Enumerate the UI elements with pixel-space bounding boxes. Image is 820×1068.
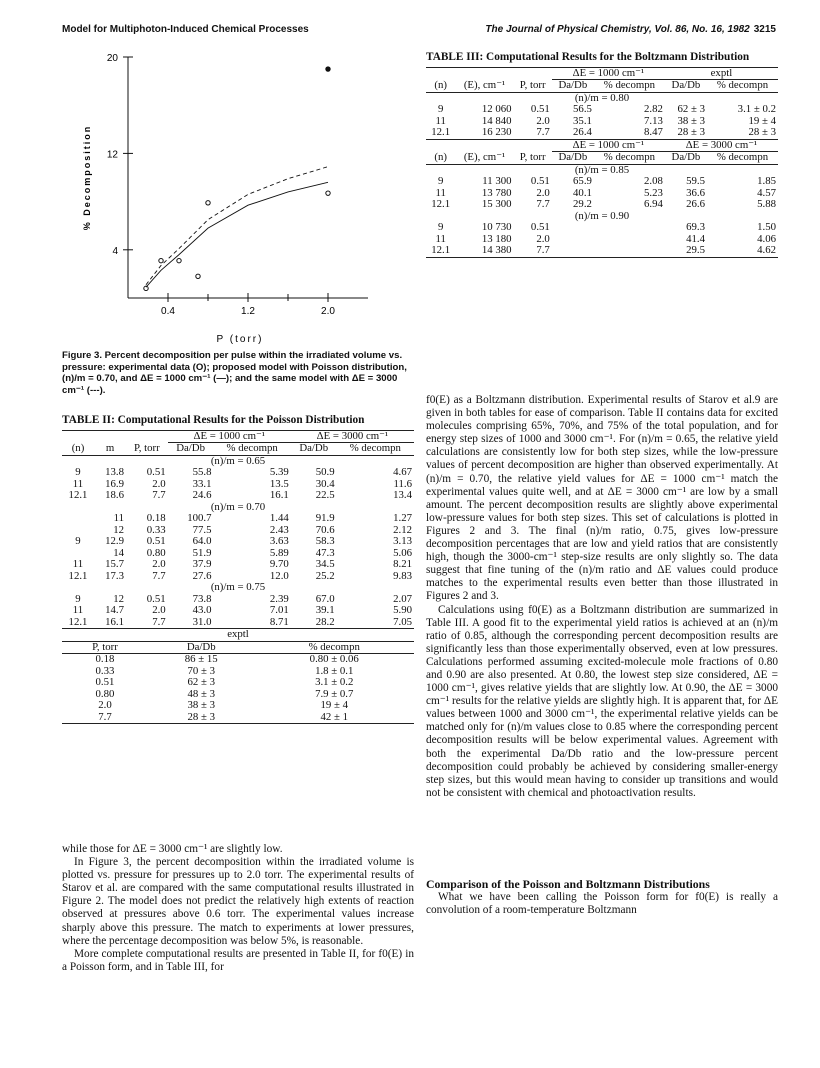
table-row bbox=[426, 188, 778, 200]
t3-col-header: P, torr bbox=[519, 78, 546, 91]
t3-head2-de1000: ΔE = 1000 cm⁻¹ bbox=[552, 139, 665, 152]
table-cell: 0.51 bbox=[530, 221, 550, 233]
table-cell: 12.1 bbox=[68, 569, 88, 582]
t3-head2-de3000: ΔE = 3000 cm⁻¹ bbox=[665, 139, 778, 152]
table-cell: 17.3 bbox=[105, 569, 125, 582]
table-cell: 22.5 bbox=[315, 489, 335, 501]
table-cell: 11 bbox=[72, 558, 84, 570]
table-cell: 9 bbox=[438, 103, 444, 115]
table-row bbox=[426, 127, 778, 139]
paragraph: f0(E) as a Boltzmann distribution. Experimental results of Starov et al.9 are given in both tables for ease of comparison. Table II contains data for excited molecules comprising 65%, 70%, and 75% of the total population, and for energy step sizes of 1000 and 3000 cm⁻¹. For (n)/m = 0.65, the relative yield calculations are consistently low for both step sizes, while the low-pressure values of percent decomposition are higher than observed experimentally. At (n)/m = 0.70, the relative yield values for ΔE = 1000 cm⁻¹ match the experimental values quite well, and at ΔE = 3000 cm⁻¹ are low by a small amount. The percent decomposition results are slightly above experimental low-pressure values for both step sizes. This set of calculations is plotted in Figures 2 and 3. The final (n)/m ratio, 0.75, gives low-pressure decomposition percentages that are low and yield ratios that are consistently high, though the 3000-cm⁻¹ step-size results are only slightly so. The data suggest that fine tuning of the (n)/m ratio and ΔE values could produce matches to the experimental results even better than those illustrated in Figures 2 and 3. bbox=[426, 394, 778, 603]
table-cell: 19 ± 4 bbox=[320, 699, 348, 711]
t3-col-header: Da/Db bbox=[671, 151, 701, 163]
table-cell: 12.1 bbox=[431, 244, 451, 256]
table-row bbox=[426, 222, 778, 234]
table-cell: 2.82 bbox=[643, 103, 663, 115]
paragraph: while those for ΔE = 3000 cm⁻¹ are slightly low. bbox=[62, 843, 283, 855]
table-cell: 10 730 bbox=[481, 221, 512, 233]
t2-col-header: Da/Db bbox=[176, 442, 205, 454]
table-cell: 5.23 bbox=[643, 186, 663, 199]
t3-col-header: % decompn bbox=[603, 151, 656, 163]
table-cell bbox=[552, 245, 594, 257]
table-cell: 1.27 bbox=[393, 512, 412, 524]
table-row bbox=[62, 536, 414, 548]
table-cell: 28 ± 3 bbox=[187, 710, 215, 723]
t3-group-label: (n)/m = 0.80 bbox=[574, 91, 630, 104]
table-cell: 24.6 bbox=[192, 489, 212, 501]
t2-col-header: Da/Db bbox=[299, 442, 329, 454]
table-cell: 27.6 bbox=[192, 569, 212, 582]
t3-col-header: Da/Db bbox=[558, 151, 588, 163]
table-cell: 43.0 bbox=[192, 604, 212, 616]
t3-col-header: % decompn bbox=[716, 79, 769, 91]
table-cell: 5.06 bbox=[393, 546, 412, 559]
y-tick-label: 12 bbox=[106, 149, 118, 161]
table-cell: 11 300 bbox=[482, 175, 512, 187]
table-cell: 59.5 bbox=[686, 175, 705, 187]
table-cell: 26.4 bbox=[573, 126, 592, 138]
table-cell: 50.9 bbox=[315, 466, 335, 478]
table-cell: 15.7 bbox=[105, 558, 125, 570]
table-cell: 38 ± 3 bbox=[677, 114, 705, 127]
table-cell: 86 ± 15 bbox=[184, 653, 218, 665]
t3-col-header: (n) bbox=[434, 78, 447, 91]
table-cell: 12 060 bbox=[481, 103, 512, 115]
table-cell: 7.7 bbox=[536, 126, 550, 138]
table-cell bbox=[552, 234, 594, 246]
table-cell: 13 180 bbox=[481, 232, 512, 245]
figure-caption: Figure 3. Percent decomposition per pulse within the irradiated volume vs. pressure: experimental data (O); proposed model with Poisson distribution, (n)/m = 0.70, and ΔE = 1000 cm⁻¹ (—); and the same model with ΔE = 3000 cm⁻¹ (---). bbox=[62, 350, 407, 396]
left-column-text bbox=[62, 843, 414, 974]
table-cell: 2.39 bbox=[269, 592, 289, 605]
table-cell: 7.7 bbox=[536, 198, 550, 210]
table-cell: 7.7 bbox=[98, 710, 112, 723]
paragraph: In Figure 3, the percent decomposition within the irradiated volume is plotted vs. pressure for pressures up to 2.0 torr. The experimental results of Starov et al. are compared with the same computational results illustrated in Figure 2. The model does not predict the relatively high extents of reaction observed at pressures above 0.6 torr. The experimental values increase sharply above this pressure. The match to experiments at lower pressures, where the percentage decomposition was below 5%, is reasonable. bbox=[62, 856, 414, 947]
table-cell: 3.1 ± 0.2 bbox=[315, 676, 354, 688]
table-3-title: TABLE III: Computational Results for the Boltzmann Distribution bbox=[426, 51, 750, 63]
table-cell: 11 bbox=[435, 232, 446, 245]
table-cell: 0.80 bbox=[95, 687, 115, 700]
table-row bbox=[62, 677, 414, 689]
table-cell: 13.5 bbox=[269, 477, 289, 490]
t2-head-de3000: ΔE = 3000 cm⁻¹ bbox=[291, 430, 414, 443]
table-cell: 8.21 bbox=[393, 558, 412, 570]
table-cell: 1.50 bbox=[757, 221, 776, 233]
table-row bbox=[62, 654, 414, 666]
section bbox=[426, 872, 778, 917]
t2-exptl-col-header: % decompn bbox=[308, 640, 360, 653]
t3-head-exptl: exptl bbox=[665, 67, 778, 80]
table-cell: 39.1 bbox=[315, 604, 335, 616]
t3-col-header: (E), cm⁻¹ bbox=[463, 78, 506, 91]
t2-col-header: m bbox=[105, 441, 115, 454]
table-row bbox=[62, 467, 414, 479]
table-cell: 0.80 ± 0.06 bbox=[309, 653, 359, 665]
table-cell: 2.0 bbox=[536, 114, 550, 127]
figure-3-chart bbox=[62, 45, 414, 345]
table-cell: 11 bbox=[113, 512, 125, 524]
table-cell: 4.62 bbox=[757, 244, 776, 256]
table-2-grid bbox=[62, 430, 414, 629]
table-cell: 62 ± 3 bbox=[677, 103, 705, 115]
table-cell bbox=[552, 222, 594, 234]
table-cell: 12.1 bbox=[68, 489, 88, 501]
table-cell: 28.2 bbox=[315, 615, 335, 628]
table-cell: 91.9 bbox=[315, 512, 335, 524]
table-cell: 36.6 bbox=[686, 186, 705, 199]
table-cell: 7.7 bbox=[152, 569, 166, 582]
table-cell: 0.51 bbox=[530, 175, 550, 187]
table-cell: 0.80 bbox=[146, 546, 166, 559]
page-number: 3215 bbox=[753, 24, 776, 35]
t2-col-header: P, torr bbox=[133, 441, 160, 454]
right-column-text bbox=[426, 394, 778, 800]
table-row bbox=[62, 513, 414, 525]
table-row bbox=[426, 104, 778, 116]
table-cell: 2.08 bbox=[643, 175, 663, 187]
table-cell: 7.7 bbox=[536, 244, 550, 256]
table-cell: 7.13 bbox=[643, 114, 663, 127]
table-cell: 12.0 bbox=[269, 569, 289, 582]
table-cell: 0.51 bbox=[530, 103, 550, 115]
table-cell: 12.1 bbox=[431, 198, 451, 210]
table-cell: 9 bbox=[75, 535, 81, 547]
table-cell: 14 380 bbox=[481, 244, 512, 256]
model-curve-1000 bbox=[146, 182, 328, 287]
table-cell: 12 bbox=[113, 592, 125, 605]
table-cell: 1.8 ± 0.1 bbox=[315, 664, 354, 677]
x-axis-label: P (torr) bbox=[216, 334, 264, 345]
table-row bbox=[426, 234, 778, 246]
data-point bbox=[326, 191, 330, 195]
table-cell: 6.94 bbox=[643, 198, 663, 210]
table-cell: 100.7 bbox=[187, 512, 212, 524]
table-cell: 41.4 bbox=[686, 232, 705, 245]
table-cell: 0.18 bbox=[95, 653, 115, 665]
t2-exptl-label: exptl bbox=[62, 629, 414, 642]
table-cell: 11 bbox=[72, 604, 84, 616]
table-cell: 2.12 bbox=[393, 523, 412, 536]
table-cell: 9 bbox=[438, 175, 444, 187]
table-3-grid bbox=[426, 67, 778, 258]
table-cell: 5.90 bbox=[393, 604, 412, 616]
table-cell bbox=[594, 222, 665, 234]
table-row bbox=[62, 617, 414, 629]
data-point bbox=[206, 201, 210, 205]
table-row bbox=[62, 700, 414, 712]
paragraph: Calculations using f0(E) as a Boltzmann distribution are summarized in Table III. A good fit to the experimental yield ratios is achieved at an (n)/m ratio of 0.85, although the corresponding percent decomposition results are significantly less than those experimentally observed, even at low pressures. Calculations performed assuming excited-molecule mole fractions of 0.80 and 0.90 are also presented. At 0.80, the lowest step size considered, ΔE = 1000 cm⁻¹, gives relative yields that are slightly low. At 0.90, the ΔE = 3000 cm⁻¹ results for the relative yields are slightly high. It is apparent that, for ΔE values between 1000 and 3000 cm⁻¹, the experimental relative yields can be matched only for (n)/m values close to 0.85 where the corresponding percent decomposition results will be below experimental values. Agreement with both the experimental Da/Db ratio and the low-pressure percent decomposition could probably be achieved by considering smaller-energy step sizes, but this would mean having to consider up transitions and would not be consistent with chemical and photoactivation results. bbox=[426, 603, 778, 799]
section-paragraph: What we have been calling the Poisson form for f0(E) is really a convolution of a room-temperature Boltzmann bbox=[426, 891, 778, 917]
t3-col-header: % decompn bbox=[603, 79, 656, 91]
table-cell: 14 bbox=[113, 546, 125, 559]
x-tick-label: 1.2 bbox=[241, 306, 255, 317]
table-cell: 8.71 bbox=[269, 615, 289, 628]
table-cell: 40.1 bbox=[573, 186, 592, 199]
table-cell: 26.6 bbox=[686, 198, 705, 210]
table-cell: 8.47 bbox=[643, 126, 663, 138]
table-cell: 7.01 bbox=[269, 604, 289, 616]
table-cell: 12.1 bbox=[431, 126, 451, 138]
table-cell: 1.44 bbox=[269, 512, 289, 524]
table-cell: 29.2 bbox=[573, 198, 592, 210]
table-cell: 14.7 bbox=[105, 604, 125, 616]
t2-exptl-col-header: Da/Db bbox=[186, 640, 216, 653]
table-row bbox=[62, 689, 414, 701]
table-cell bbox=[594, 245, 665, 257]
table-cell: 2.0 bbox=[152, 477, 166, 490]
table-cell: 28 ± 3 bbox=[677, 126, 705, 138]
model-curve-3000 bbox=[146, 167, 328, 285]
table-cell: 29.5 bbox=[686, 244, 705, 256]
paragraph: More complete computational results are presented in Table II, for f0(E) in a Poisson form, and in Table III, for bbox=[62, 947, 414, 973]
table-cell: 65.9 bbox=[573, 175, 592, 187]
table-2 bbox=[62, 414, 414, 724]
table-row bbox=[62, 490, 414, 502]
table-cell: 3.1 ± 0.2 bbox=[737, 103, 776, 115]
table-cell: 64.0 bbox=[192, 535, 212, 547]
table-cell: 28 ± 3 bbox=[748, 126, 776, 138]
table-cell: 5.88 bbox=[757, 198, 776, 210]
running-header-left: Model for Multiphoton-Induced Chemical Processes bbox=[62, 24, 309, 35]
table-cell: 9.70 bbox=[269, 558, 289, 570]
table-cell: 38 ± 3 bbox=[187, 699, 215, 711]
t2-col-header: % decompn bbox=[349, 442, 401, 454]
y-tick-label: 4 bbox=[112, 245, 118, 257]
table-cell: 31.0 bbox=[192, 615, 212, 628]
table-cell: 15 300 bbox=[481, 198, 512, 210]
table-cell: 19 ± 4 bbox=[748, 114, 776, 127]
table-cell: 16.9 bbox=[105, 477, 125, 490]
running-header-right bbox=[485, 24, 776, 35]
table-cell: 2.0 bbox=[152, 604, 166, 616]
table-3 bbox=[426, 51, 778, 258]
table-cell: 69.3 bbox=[686, 221, 705, 233]
table-cell: 67.0 bbox=[315, 592, 335, 605]
table-cell bbox=[594, 234, 665, 246]
table-cell: 12.1 bbox=[68, 615, 88, 628]
x-tick-label: 2.0 bbox=[321, 306, 335, 317]
table-cell: 4.57 bbox=[757, 186, 776, 199]
data-point bbox=[159, 258, 163, 262]
table-cell: 18.6 bbox=[105, 489, 125, 501]
data-point bbox=[196, 274, 200, 278]
table-cell: 73.8 bbox=[192, 592, 212, 605]
table-cell: 7.7 bbox=[152, 615, 166, 628]
data-point bbox=[326, 67, 330, 71]
t2-group-label: (n)/m = 0.70 bbox=[210, 500, 266, 513]
t2-exptl-col-header: P, torr bbox=[92, 640, 118, 653]
table-cell: 7.9 ± 0.7 bbox=[315, 687, 354, 700]
t2-group-label: (n)/m = 0.75 bbox=[210, 581, 266, 593]
table-cell: 37.9 bbox=[192, 558, 212, 570]
figure-3 bbox=[62, 45, 414, 345]
journal-citation: The Journal of Physical Chemistry, Vol. 86, No. 16, 1982 bbox=[485, 24, 750, 35]
table-row bbox=[426, 199, 778, 211]
table-cell: 34.5 bbox=[315, 558, 335, 570]
table-cell: 47.3 bbox=[315, 546, 335, 559]
table-cell: 9 bbox=[75, 592, 81, 605]
t3-col-header: P, torr bbox=[519, 150, 546, 163]
table-cell: 16.1 bbox=[105, 615, 125, 628]
table-cell: 11 bbox=[435, 186, 446, 199]
t3-group-label: (n)/m = 0.85 bbox=[574, 163, 630, 176]
table-cell: 0.51 bbox=[146, 466, 166, 478]
table-cell bbox=[62, 513, 94, 525]
table-cell: 7.7 bbox=[152, 489, 166, 501]
table-cell: 2.43 bbox=[269, 523, 289, 536]
t3-group-label: (n)/m = 0.90 bbox=[574, 209, 630, 222]
table-cell: 30.4 bbox=[315, 477, 335, 490]
table-2-title: TABLE II: Computational Results for the Poisson Distribution bbox=[62, 414, 365, 426]
section-heading: Comparison of the Poisson and Boltzmann Distributions bbox=[426, 877, 710, 891]
table-cell: 77.5 bbox=[192, 523, 212, 536]
table-cell: 55.8 bbox=[192, 466, 212, 478]
table-cell: 9 bbox=[75, 466, 81, 478]
x-tick-label: 0.4 bbox=[161, 306, 175, 317]
table-cell: 48 ± 3 bbox=[187, 687, 215, 700]
table-row bbox=[62, 666, 414, 678]
table-cell: 2.0 bbox=[152, 558, 166, 570]
table-cell: 9 bbox=[438, 221, 444, 233]
table-cell: 33.1 bbox=[192, 477, 212, 490]
t2-head-de1000: ΔE = 1000 cm⁻¹ bbox=[168, 430, 291, 443]
table-cell: 12 bbox=[113, 523, 125, 536]
table-cell: 35.1 bbox=[573, 114, 592, 127]
t3-col-header: Da/Db bbox=[671, 79, 701, 91]
table-cell: 13 780 bbox=[481, 186, 512, 199]
table-cell: 13.4 bbox=[393, 489, 412, 501]
table-cell: 62 ± 3 bbox=[187, 676, 215, 688]
table-cell: 25.2 bbox=[315, 569, 335, 582]
t2-col-header: % decompn bbox=[226, 442, 278, 454]
table-cell: 0.51 bbox=[146, 535, 166, 547]
table-cell: 51.9 bbox=[192, 546, 212, 559]
table-cell: 1.85 bbox=[757, 175, 776, 187]
table-cell: 16 230 bbox=[481, 126, 512, 138]
table-cell: 0.33 bbox=[146, 523, 166, 536]
table-cell: 2.0 bbox=[98, 699, 112, 711]
table-cell: 12.9 bbox=[105, 535, 125, 547]
table-cell: 5.39 bbox=[269, 466, 289, 478]
table-cell: 2.0 bbox=[536, 232, 550, 245]
table-cell: 70.6 bbox=[315, 523, 335, 536]
table-cell: 7.05 bbox=[393, 615, 412, 628]
table-cell: 4.67 bbox=[393, 466, 412, 478]
table-cell: 0.51 bbox=[95, 676, 115, 688]
data-point bbox=[177, 258, 181, 262]
table-cell: 11.6 bbox=[393, 477, 412, 490]
table-cell: 9.83 bbox=[393, 569, 412, 582]
table-cell: 3.63 bbox=[269, 535, 289, 547]
table-row bbox=[426, 116, 778, 128]
table-cell: 56.5 bbox=[573, 103, 592, 115]
table-row bbox=[62, 712, 414, 724]
table-cell: 4.06 bbox=[757, 232, 776, 245]
y-axis-label: % Decomposition bbox=[82, 124, 92, 231]
table-cell: 70 ± 3 bbox=[187, 664, 215, 677]
table-2-exptl bbox=[62, 628, 414, 724]
t3-col-header: Da/Db bbox=[558, 79, 588, 91]
table-cell: 16.1 bbox=[269, 489, 289, 501]
t3-col-header: (n) bbox=[434, 150, 447, 163]
table-cell: 13.8 bbox=[105, 466, 125, 478]
table-cell: 0.33 bbox=[95, 664, 115, 677]
table-cell: 5.89 bbox=[269, 546, 289, 559]
table-cell: 14 840 bbox=[481, 114, 512, 127]
table-row bbox=[426, 245, 778, 257]
table-cell: 58.3 bbox=[315, 535, 335, 547]
table-cell: 0.18 bbox=[146, 512, 166, 524]
table-cell: 42 ± 1 bbox=[320, 710, 348, 723]
t3-col-header: (E), cm⁻¹ bbox=[463, 150, 506, 163]
t2-group-label: (n)/m = 0.65 bbox=[210, 454, 266, 467]
table-cell: 11 bbox=[435, 114, 446, 127]
table-cell: 2.07 bbox=[393, 592, 412, 605]
table-cell: 11 bbox=[72, 477, 84, 490]
table-row bbox=[62, 605, 414, 617]
t2-col-header: (n) bbox=[71, 441, 85, 454]
table-cell: 0.51 bbox=[146, 592, 166, 605]
table-cell: 3.13 bbox=[393, 535, 412, 547]
t3-head-de1000: ΔE = 1000 cm⁻¹ bbox=[552, 67, 665, 80]
table-row bbox=[426, 176, 778, 188]
t3-col-header: % decompn bbox=[716, 151, 769, 163]
table-cell: 2.0 bbox=[536, 186, 550, 199]
y-tick-label: 20 bbox=[106, 53, 118, 64]
table-row bbox=[62, 559, 414, 571]
